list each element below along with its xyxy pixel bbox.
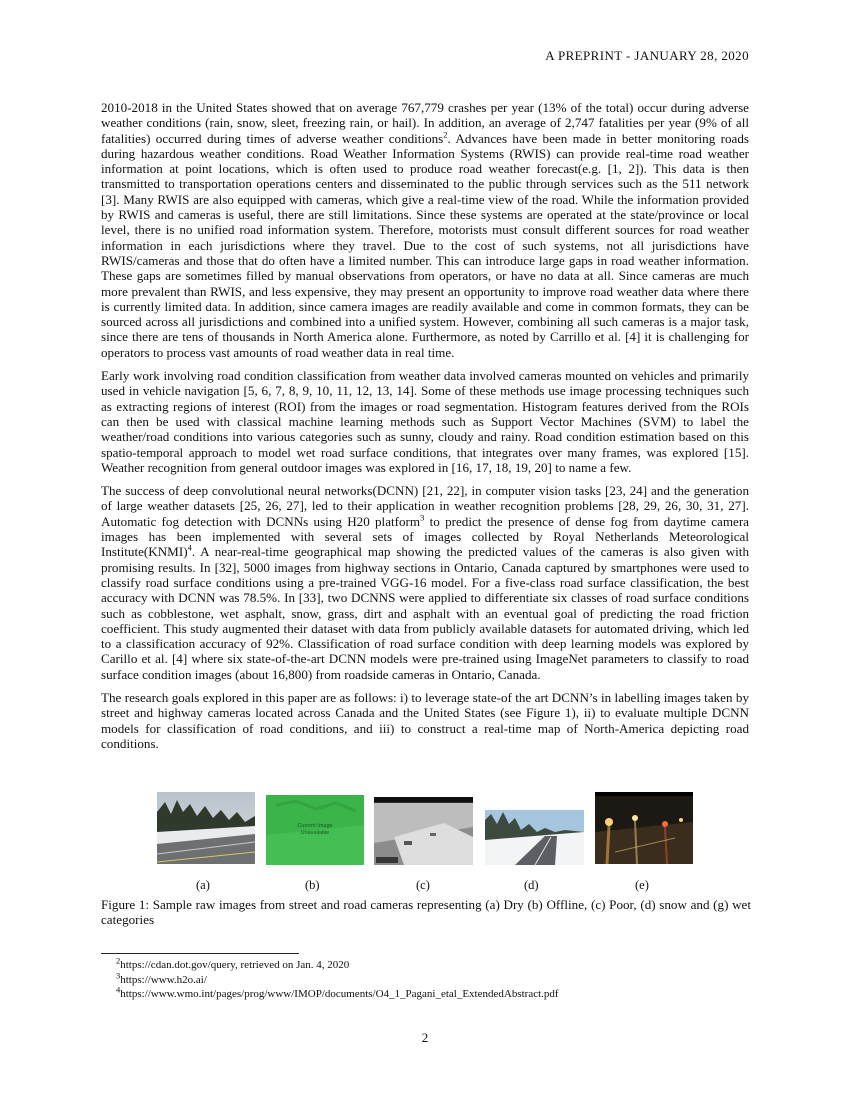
paragraph-4: The research goals explored in this paper are as follows: i) to leverage state-of the art DCNN’s in labelling images taken by street and highway cameras located across Canada and the United States (see Figure 1), ii) to evaluate multiple DCNN models for classification of road conditions, and iii) to construct a real-time map of North-America depicting road conditions.	[101, 689, 749, 751]
page-number: 2	[421, 1030, 429, 1045]
paragraph-1	[101, 100, 749, 360]
subfigure-label-b: (b)	[305, 878, 320, 892]
footnote-link[interactable]: https://cdan.dot.gov/query, retrieved on Jan. 4, 2020	[120, 959, 350, 971]
paragraph-3	[101, 483, 749, 682]
figure-image-c	[374, 797, 473, 865]
paragraph-3-text-c: . A near-real-time geographical map showing the predicted values of the cameras is also given with promising results. In [32], 5000 images from highway sections in Ontario, Canada captured by smartphones were used to classify road surface conditions using a pre-trained VGG-16 model. For a five-class road surface classification, the best accuracy with DCNN was 78.5%. In [33], two DCNNS were applied to differentiate six classes of road surface conditions such as cobblestone, wet asphalt, snow, grass, dirt and asphalt with an eventual goal of predicting the road friction coefficient. This study augmented their dataset with data from publicly available datasets for automated driving, which led to a classification accuracy of 92%. Classification of road surface condition with deep learning models was explored by Carillo et al. [4] where six state-of-the-art DCNN models were pre-trained using ImageNet parameters to classify to road surface condition images (about 16,800) from roadside cameras in Ontario, Canada.	[101, 544, 749, 682]
figure-image-b	[266, 795, 364, 865]
footnote-ref-4[interactable]: 4	[187, 542, 192, 553]
footnote-mark: 3	[116, 969, 121, 980]
footnote-4	[116, 984, 559, 1002]
subfigure-label-e: (e)	[635, 878, 649, 892]
footnote-link[interactable]: https://www.wmo.int/pages/prog/www/IMOP/documents/O4_1_Pagani_etal_ExtendedAbstract.pdf	[120, 988, 559, 1000]
paragraph-3-text-b: to predict the presence of dense fog from daytime camera images has been implemented with several sets of images collected by Royal Netherlands Meteorological Institute(KNMI)	[101, 513, 749, 560]
footnote-ref-2[interactable]: 2	[443, 129, 448, 140]
subfigure-label-c: (c)	[416, 878, 430, 892]
main-text	[101, 100, 749, 759]
footnote-3	[116, 969, 559, 988]
subfigure-label-d: (d)	[524, 878, 539, 892]
footnote-ref-3[interactable]: 3	[420, 512, 425, 523]
subfigure-label-a: (a)	[196, 878, 210, 892]
figure-image-e	[595, 792, 693, 864]
running-header	[545, 48, 749, 64]
figure-caption: Figure 1: Sample raw images from street and road cameras representing (a) Dry (b) Offline, (c) Poor, (d) snow and (g) wet categories	[101, 897, 751, 928]
paragraph-2: Early work involving road condition classification from weather data involved cameras mounted on vehicles and primarily used in vehicle navigation [5, 6, 7, 8, 9, 10, 11, 12, 13, 14]. Some of these methods use image processing techniques such as extracting regions of interest (ROI) from the images or road segmentation. Histogram features derived from the ROIs can then be used with classical machine learning methods such as Support Vector Machines (SVM) to label the weather/road conditions into various categories such as sunny, cloudy and rainy. Road condition estimation based on this spatio-temporal approach to model wet road surface conditions, that integrates over many frames, was explored [15]. Weather recognition from general outdoor images was explored in [16, 17, 18, 19, 20] to name a few.	[101, 368, 749, 475]
footnote-mark: 4	[116, 984, 121, 995]
footnotes	[116, 955, 559, 1002]
footnote-2	[116, 955, 559, 973]
running-title: A PREPRINT - JANUARY 28, 2020	[545, 48, 749, 63]
figure-image-a	[157, 792, 255, 864]
paragraph-1-text-b: . Advances have been made in better monitoring roads during hazardous weather conditions. Road Weather Information Systems (RWIS) can provide real-time road weather information at point locations, which is often used to produce road weather forecast(e.g. [1, 2]). This data is then transmitted to transportation operations centers and disseminated to the public through services such as the 511 network [3]. Many RWIS are also equipped with cameras, which give a real-time view of the road. While the information provided by RWIS and cameras is useful, there are still limitations. Since these systems are operated at the state/province or local level, there is no unified road information system. Therefore, motorists must consult different sources for road weather information in each jurisdictions where they travel. Due to the cost of such systems, not all jurisdictions have RWIS/cameras and those that do often have a limited number. This can introduce large gaps in road weather information. These gaps are sometimes filled by manual observations from operators, or have no data at all. Since cameras are much more prevalent than RWIS, and less expensive, they may present an opportunity to improve road weather data where there is currently limited data. In addition, since camera images are readily available and come in common formats, they can be sourced across all jurisdictions and combined into a unified system. However, combining all such cameras is a major task, since there are tens of thousands in North America alone. Furthermore, as noted by Carrillo et al. [4] it is challenging for operators to process vast amounts of road weather data in real time.	[101, 130, 749, 360]
figure-image-d	[485, 810, 584, 865]
offline-message: Current Image Unavailable	[297, 823, 333, 836]
paragraph-3-text-a: The success of deep convolutional neural networks(DCNN) [21, 22], in computer vision tasks [23, 24] and the generation of large weather datasets [25, 26, 27], led to their application in weather recognition problems [28, 29, 26, 30, 31, 27]. Automatic fog detection with DCNNs using H20 platform	[101, 483, 749, 529]
footnote-link[interactable]: https://www.h2o.ai/	[120, 973, 207, 986]
footnote-divider	[101, 953, 299, 954]
footnote-mark: 2	[116, 955, 121, 966]
paragraph-1-text-a: 2010-2018 in the United States showed that on average 767,779 crashes per year (13% of the total) occur during adverse weather conditions (rain, snow, sleet, freezing rain, or hail). In addition, an average of 2,747 fatalities per year (9% of all fatalities) occurred during times of adverse weather conditions	[101, 100, 749, 146]
